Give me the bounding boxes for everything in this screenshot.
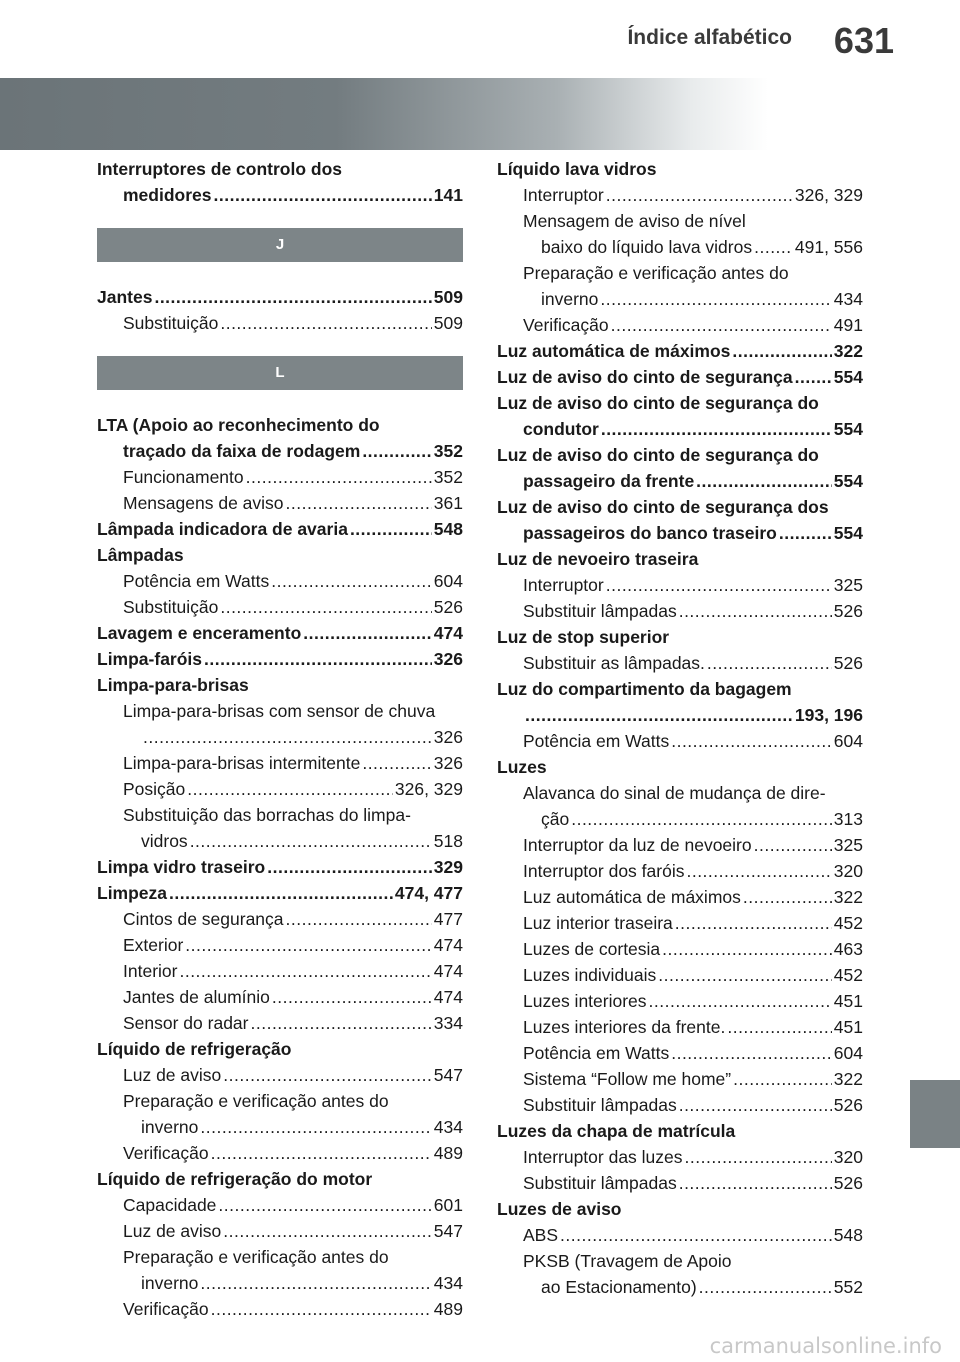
dot-leader <box>600 286 831 312</box>
page-reference: 326, 329 <box>394 779 463 799</box>
page-reference: 554 <box>833 419 863 439</box>
dot-leader <box>601 416 832 442</box>
watermark-logo: carmanualsonline.info <box>709 1334 942 1358</box>
entry-text: Substituição das borrachas do limpa- <box>123 805 411 825</box>
entry-text: Verificação <box>523 315 609 335</box>
dot-leader <box>271 568 432 594</box>
index-entry <box>97 672 463 698</box>
index-entry <box>97 880 463 906</box>
index-subentry <box>497 286 863 312</box>
page-reference: 548 <box>833 1225 863 1245</box>
entry-text: Preparação e verificação antes do <box>123 1247 389 1267</box>
thumb-index-tab <box>910 1080 960 1148</box>
index-subentry <box>97 1114 463 1140</box>
dot-leader <box>303 620 432 646</box>
page-reference: 554 <box>833 523 863 543</box>
page-reference: 477 <box>433 909 463 929</box>
entry-text: Limpeza <box>97 883 168 903</box>
dot-leader <box>154 284 431 310</box>
index-subentry <box>497 1248 863 1274</box>
page-reference: 141 <box>433 185 463 205</box>
page-reference: 526 <box>833 1095 863 1115</box>
page-reference: 491 <box>833 315 863 335</box>
page-header <box>0 0 960 70</box>
entry-text: Luz interior traseira <box>523 913 673 933</box>
letter-section-header: J <box>97 228 463 262</box>
page-reference: 463 <box>833 939 863 959</box>
page-reference: 491, 556 <box>794 237 863 257</box>
entry-text: PKSB (Travagem de Apoio <box>523 1251 732 1271</box>
entry-text: Verificação <box>123 1143 209 1163</box>
index-subentry <box>497 858 863 884</box>
dot-leader <box>190 828 432 854</box>
dot-leader <box>220 594 431 620</box>
page-reference: 325 <box>833 835 863 855</box>
index-entry <box>497 546 863 572</box>
dot-leader <box>179 958 431 984</box>
dot-leader <box>251 1010 432 1036</box>
entry-text: Sistema “Follow me home” <box>523 1069 732 1089</box>
index-subentry <box>497 1274 863 1300</box>
index-column-right <box>497 156 863 1300</box>
index-subentry <box>97 932 463 958</box>
index-subentry <box>97 490 463 516</box>
index-subentry <box>497 962 863 988</box>
index-subentry <box>497 1170 863 1196</box>
dot-leader <box>286 490 432 516</box>
index-entry <box>497 338 863 364</box>
index-entry <box>97 1166 463 1192</box>
dot-leader <box>218 1192 431 1218</box>
dot-leader <box>211 1140 432 1166</box>
index-entry <box>497 676 863 702</box>
index-subentry <box>97 984 463 1010</box>
index-subentry <box>497 572 863 598</box>
entry-text: Luz de aviso do cinto de segurança do <box>497 393 819 413</box>
dot-leader <box>211 1296 432 1322</box>
index-entry <box>97 182 463 208</box>
entry-text: Interruptor da luz de nevoeiro <box>523 835 752 855</box>
dot-leader <box>200 1270 431 1296</box>
entry-text: Luz de aviso <box>123 1221 222 1241</box>
entry-text: inverno <box>141 1273 199 1293</box>
section-title: Índice alfabético <box>627 26 792 49</box>
entry-text: Interruptor das luzes <box>523 1147 683 1167</box>
entry-text: Potência em Watts <box>523 731 670 751</box>
entry-text: Lâmpadas <box>97 545 184 565</box>
entry-text: Substituir lâmpadas <box>523 601 677 621</box>
entry-text: Luzes da chapa de matrícula <box>497 1121 736 1141</box>
entry-text: Limpa-para-brisas com sensor de chuva <box>123 701 436 721</box>
entry-text: Luz de nevoeiro traseira <box>497 549 699 569</box>
page-reference: 325 <box>833 575 863 595</box>
letter-section-header: L <box>97 356 463 390</box>
dot-leader <box>671 1040 832 1066</box>
dot-leader <box>662 936 832 962</box>
entry-text: Exterior <box>123 935 184 955</box>
dot-leader <box>223 1062 432 1088</box>
dot-leader <box>754 234 793 260</box>
page-reference: 601 <box>433 1195 463 1215</box>
index-subentry <box>97 310 463 336</box>
entry-text: Limpa-para-brisas <box>97 675 249 695</box>
index-entry <box>97 620 463 646</box>
entry-text: Luz de aviso do cinto de segurança dos <box>497 497 829 517</box>
dot-leader <box>214 182 432 208</box>
index-subentry <box>497 884 863 910</box>
index-subentry <box>497 598 863 624</box>
page-reference: 548 <box>433 519 463 539</box>
entry-text: Sensor do radar <box>123 1013 249 1033</box>
index-subentry <box>97 1062 463 1088</box>
entry-text: Luz automática de máximos <box>523 887 741 907</box>
page-reference: 322 <box>833 1069 863 1089</box>
entry-text: Limpa-para-brisas intermitente <box>123 753 361 773</box>
index-subentry <box>497 832 863 858</box>
page-reference: 552 <box>833 1277 863 1297</box>
dot-leader <box>220 310 431 336</box>
index-entry <box>497 702 863 728</box>
index-subentry <box>497 312 863 338</box>
dot-leader <box>658 962 832 988</box>
entry-text: Funcionamento <box>123 467 244 487</box>
dot-leader <box>699 1274 832 1300</box>
index-subentry <box>97 594 463 620</box>
index-entry <box>497 468 863 494</box>
entry-text: inverno <box>541 289 599 309</box>
index-entry <box>497 754 863 780</box>
dot-leader <box>795 364 832 390</box>
page-reference: 452 <box>833 965 863 985</box>
page-reference: 451 <box>833 1017 863 1037</box>
dot-leader <box>169 880 393 906</box>
index-subentry <box>97 1088 463 1114</box>
entry-text: Lâmpada indicadora de avaria <box>97 519 348 539</box>
entry-text: Interruptor <box>523 185 604 205</box>
page-reference: 452 <box>833 913 863 933</box>
entry-text: Substituir as lâmpadas. <box>523 653 705 673</box>
index-entry <box>497 624 863 650</box>
index-subentry <box>97 698 463 724</box>
entry-text: vidros <box>141 831 188 851</box>
entry-text: Substituir lâmpadas <box>523 1095 677 1115</box>
page-reference: 326 <box>433 753 463 773</box>
index-subentry <box>497 1014 863 1040</box>
index-entry <box>97 516 463 542</box>
dot-leader <box>649 988 832 1014</box>
index-subentry <box>497 1040 863 1066</box>
dot-leader <box>606 182 793 208</box>
dot-leader <box>679 1092 832 1118</box>
dot-leader <box>679 598 832 624</box>
page-reference: 326 <box>433 727 463 747</box>
entry-text: Luzes de aviso <box>497 1199 622 1219</box>
entry-text: Mensagem de aviso de nível <box>523 211 746 231</box>
dot-leader <box>286 906 432 932</box>
dot-leader <box>272 984 432 1010</box>
dot-leader <box>143 724 432 750</box>
entry-text: traçado da faixa de rodagem <box>123 441 361 461</box>
index-entry <box>497 1196 863 1222</box>
dot-leader <box>696 468 832 494</box>
entry-text: ção <box>541 809 570 829</box>
page-reference: 326 <box>433 649 463 669</box>
entry-text: Interruptores de controlo dos <box>97 159 343 179</box>
entry-text: Limpa-faróis <box>97 649 203 669</box>
dot-leader <box>611 312 832 338</box>
page-reference: 352 <box>433 441 463 461</box>
page-reference: 352 <box>433 467 463 487</box>
index-column-left <box>97 156 463 1322</box>
index-subentry <box>97 568 463 594</box>
page-reference: 518 <box>433 831 463 851</box>
dot-leader <box>571 806 832 832</box>
dot-leader <box>727 1014 831 1040</box>
index-subentry <box>497 1066 863 1092</box>
dot-leader <box>779 520 832 546</box>
entry-text: Interior <box>123 961 178 981</box>
index-subentry <box>497 806 863 832</box>
dot-leader <box>362 438 431 464</box>
page-reference: 474, 477 <box>394 883 463 903</box>
dot-leader <box>743 884 832 910</box>
index-subentry <box>97 1244 463 1270</box>
dot-leader <box>560 1222 832 1248</box>
entry-text: Cintos de segurança <box>123 909 284 929</box>
entry-text: Substituir lâmpadas <box>523 1173 677 1193</box>
index-subentry <box>497 182 863 208</box>
entry-text: Luz do compartimento da bagagem <box>497 679 792 699</box>
entry-text: Líquido lava vidros <box>497 159 657 179</box>
page-reference: 334 <box>433 1013 463 1033</box>
entry-text: Preparação e verificação antes do <box>123 1091 389 1111</box>
index-entry <box>497 364 863 390</box>
entry-text: Posição <box>123 779 186 799</box>
page-reference: 320 <box>833 861 863 881</box>
index-subentry <box>497 728 863 754</box>
dot-leader <box>685 1144 832 1170</box>
page-reference: 474 <box>433 961 463 981</box>
index-entry <box>97 412 463 438</box>
index-subentry <box>97 1270 463 1296</box>
index-subentry <box>497 780 863 806</box>
entry-text: Luzes de cortesia <box>523 939 661 959</box>
index-subentry <box>97 724 463 750</box>
index-entry <box>97 854 463 880</box>
page-reference: 193, 196 <box>794 705 863 725</box>
index-subentry <box>497 208 863 234</box>
entry-text: Luzes individuais <box>523 965 657 985</box>
page-reference: 474 <box>433 935 463 955</box>
entry-text: Jantes <box>97 287 153 307</box>
page-reference: 322 <box>833 341 863 361</box>
page-reference: 509 <box>433 287 463 307</box>
index-entry <box>97 542 463 568</box>
index-subentry <box>497 1092 863 1118</box>
index-entry <box>497 442 863 468</box>
entry-text: Substituição <box>123 313 219 333</box>
page-reference: 547 <box>433 1065 463 1085</box>
page-reference: 509 <box>433 313 463 333</box>
dot-leader <box>679 1170 832 1196</box>
entry-text: Luz de stop superior <box>497 627 670 647</box>
page-reference: 547 <box>433 1221 463 1241</box>
index-entry <box>497 520 863 546</box>
index-subentry <box>97 776 463 802</box>
entry-text: Mensagens de aviso <box>123 493 284 513</box>
index-entry <box>97 438 463 464</box>
page-reference: 526 <box>433 597 463 617</box>
page-reference: 451 <box>833 991 863 1011</box>
entry-text: Luzes interiores <box>523 991 647 1011</box>
dot-leader <box>675 910 832 936</box>
page-reference: 329 <box>433 857 463 877</box>
page-reference: 474 <box>433 987 463 1007</box>
entry-text: ABS <box>523 1225 559 1245</box>
dot-leader <box>671 728 832 754</box>
page-reference: 474 <box>433 623 463 643</box>
page-reference: 434 <box>833 289 863 309</box>
page-reference: 313 <box>833 809 863 829</box>
entry-text: Potência em Watts <box>523 1043 670 1063</box>
index-entry <box>497 156 863 182</box>
index-subentry <box>497 910 863 936</box>
index-entry <box>97 646 463 672</box>
entry-text: Luz de aviso do cinto de segurança <box>497 367 793 387</box>
entry-text: condutor <box>523 419 599 439</box>
index-entry <box>497 494 863 520</box>
index-subentry <box>497 234 863 260</box>
dot-leader <box>732 338 831 364</box>
index-subentry <box>97 1218 463 1244</box>
dot-leader <box>754 832 832 858</box>
page-reference: 604 <box>833 731 863 751</box>
index-entry <box>97 284 463 310</box>
entry-text: Limpa vidro traseiro <box>97 857 266 877</box>
dot-leader <box>200 1114 431 1140</box>
dot-leader <box>185 932 432 958</box>
page-reference: 554 <box>833 471 863 491</box>
index-subentry <box>97 906 463 932</box>
entry-text: passageiro da frente <box>523 471 695 491</box>
page-number: 631 <box>833 20 894 61</box>
dot-leader <box>362 750 431 776</box>
page-reference: 604 <box>833 1043 863 1063</box>
dot-leader <box>733 1066 832 1092</box>
dot-leader <box>686 858 831 884</box>
entry-text: Luz automática de máximos <box>497 341 731 361</box>
dot-leader <box>267 854 432 880</box>
entry-text: Líquido de refrigeração do motor <box>97 1169 373 1189</box>
entry-text: passageiros do banco traseiro <box>523 523 777 543</box>
entry-text: Preparação e verificação antes do <box>523 263 789 283</box>
page-reference: 526 <box>833 601 863 621</box>
page-reference: 320 <box>833 1147 863 1167</box>
index-subentry <box>97 1296 463 1322</box>
entry-text: Alavanca do sinal de mudança de dire- <box>523 783 826 803</box>
page-reference: 326, 329 <box>794 185 863 205</box>
index-subentry <box>97 1010 463 1036</box>
index-subentry <box>97 1140 463 1166</box>
dot-leader <box>246 464 432 490</box>
entry-text: Líquido de refrigeração <box>97 1039 292 1059</box>
entry-text: ao Estacionamento) <box>541 1277 697 1297</box>
index-subentry <box>97 958 463 984</box>
index-entry <box>97 1036 463 1062</box>
entry-text: Verificação <box>123 1299 209 1319</box>
entry-text: Luzes <box>497 757 547 777</box>
entry-text: LTA (Apoio ao reconhecimento do <box>97 415 380 435</box>
index-entry <box>497 416 863 442</box>
index-subentry <box>97 1192 463 1218</box>
index-subentry <box>97 750 463 776</box>
index-subentry <box>497 260 863 286</box>
entry-text: baixo do líquido lava vidros <box>541 237 753 257</box>
dot-leader <box>525 702 793 728</box>
page-reference: 489 <box>433 1299 463 1319</box>
dot-leader <box>204 646 432 672</box>
entry-text: Luz de aviso <box>123 1065 222 1085</box>
entry-text: Lavagem e enceramento <box>97 623 302 643</box>
entry-text: inverno <box>141 1117 199 1137</box>
index-subentry <box>97 464 463 490</box>
index-subentry <box>497 988 863 1014</box>
page-reference: 434 <box>433 1117 463 1137</box>
entry-text: Interruptor dos faróis <box>523 861 685 881</box>
index-subentry <box>97 828 463 854</box>
entry-text: Luz de aviso do cinto de segurança do <box>497 445 819 465</box>
index-subentry <box>497 1222 863 1248</box>
entry-text: Jantes de alumínio <box>123 987 270 1007</box>
dot-leader <box>350 516 432 542</box>
page-reference: 322 <box>833 887 863 907</box>
entry-text: Capacidade <box>123 1195 217 1215</box>
index-subentry <box>497 650 863 676</box>
entry-text: Substituição <box>123 597 219 617</box>
dot-leader <box>606 572 832 598</box>
entry-text: Potência em Watts <box>123 571 270 591</box>
index-subentry <box>497 1144 863 1170</box>
dot-leader <box>187 776 393 802</box>
page-reference: 434 <box>433 1273 463 1293</box>
page-reference: 361 <box>433 493 463 513</box>
dot-leader <box>223 1218 432 1244</box>
page-reference: 489 <box>433 1143 463 1163</box>
index-subentry <box>497 936 863 962</box>
index-entry <box>97 156 463 182</box>
page-reference: 526 <box>833 1173 863 1193</box>
index-entry <box>497 1118 863 1144</box>
header-banner <box>0 78 960 150</box>
entry-text: Interruptor <box>523 575 604 595</box>
page-reference: 554 <box>833 367 863 387</box>
entry-text: Luzes interiores da frente. <box>523 1017 726 1037</box>
index-subentry <box>97 802 463 828</box>
dot-leader <box>707 650 832 676</box>
page-reference: 526 <box>833 653 863 673</box>
index-entry <box>497 390 863 416</box>
entry-text: medidores <box>123 185 212 205</box>
page-reference: 604 <box>433 571 463 591</box>
